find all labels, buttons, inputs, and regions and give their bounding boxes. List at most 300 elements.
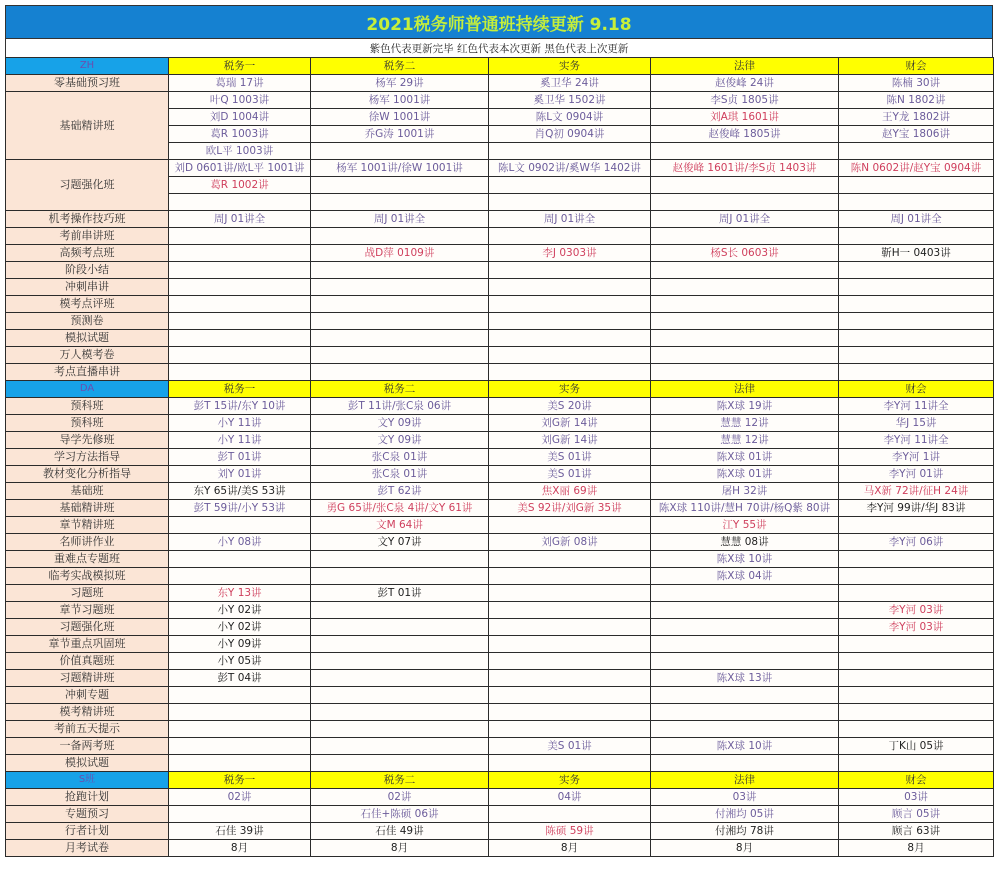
table-cell: 8月 [489,840,651,857]
table-cell: 华J 15讲 [839,415,994,432]
table-row [6,313,994,330]
row-label: 机考操作技巧班 [6,211,169,228]
table-cell [169,806,311,823]
table-cell [311,568,489,585]
column-header-5: 财会 [839,772,994,789]
table-cell [651,228,839,245]
table-cell: 陈X球 01讲 [651,466,839,483]
table-cell [311,619,489,636]
table-cell: 慧慧 12讲 [651,432,839,449]
table-cell: 赵Y宝 1806讲 [839,126,994,143]
table-cell [311,330,489,347]
row-label: 习题班 [6,585,169,602]
table-row [6,619,994,636]
table-row [6,585,994,602]
table-cell: 屠H 32讲 [651,483,839,500]
table-cell: 彭T 01讲 [311,585,489,602]
table-cell: 乔G涛 1001讲 [311,126,489,143]
table-cell [489,551,651,568]
table-cell: 周J 01讲全 [489,211,651,228]
table-cell: 李J 0303讲 [489,245,651,262]
row-label: 考前五天提示 [6,721,169,738]
table-cell: 石佳 39讲 [169,823,311,840]
table-cell [489,296,651,313]
table-cell [651,704,839,721]
table-row [6,245,994,262]
table-row [6,551,994,568]
table-row [6,330,994,347]
table-cell: 刘D 1004讲 [169,109,311,126]
table-cell: 刘G新 14讲 [489,415,651,432]
table-row [6,449,994,466]
table-cell: 文M 64讲 [311,517,489,534]
table-cell: 战D萍 0109讲 [311,245,489,262]
table-cell: 陈X球 10讲 [651,738,839,755]
table-row [6,160,994,177]
table-cell: 张C泉 01讲 [311,449,489,466]
table-cell: 文Y 09讲 [311,415,489,432]
row-label: 章节习题班 [6,602,169,619]
table-row [6,568,994,585]
table-cell: 文Y 07讲 [311,534,489,551]
table-cell [169,755,311,772]
table-cell: 美S 20讲 [489,398,651,415]
section-header-row [6,58,994,75]
table-cell: 杨军 29讲 [311,75,489,92]
color-legend: 紫色代表更新完毕 红色代表本次更新 黑色代表上次更新 [5,39,993,57]
table-cell [839,670,994,687]
table-row [6,228,994,245]
table-cell [839,704,994,721]
table-cell [489,619,651,636]
table-row [6,840,994,857]
table-cell [651,313,839,330]
table-cell: 彭T 62讲 [311,483,489,500]
table-cell: 美S 01讲 [489,449,651,466]
table-row [6,466,994,483]
row-label: 抢跑计划 [6,789,169,806]
table-cell: 02讲 [311,789,489,806]
table-cell [839,568,994,585]
table-row [6,806,994,823]
row-label: 冲刺专题 [6,687,169,704]
table-cell [839,262,994,279]
table-cell [489,670,651,687]
table-cell [489,721,651,738]
row-label: 习题精讲班 [6,670,169,687]
table-cell [169,296,311,313]
table-cell: 陈N 1802讲 [839,92,994,109]
table-cell: 彭T 59讲/小Y 53讲 [169,500,311,517]
table-cell [489,330,651,347]
table-cell [489,313,651,330]
column-header-1: 税务一 [169,381,311,398]
row-label: 冲刺串讲 [6,279,169,296]
table-cell [311,296,489,313]
row-label: 月考试卷 [6,840,169,857]
table-cell: 马X新 72讲/征H 24讲 [839,483,994,500]
table-cell [489,704,651,721]
table-cell [489,177,651,194]
table-cell: 刘Y 01讲 [169,466,311,483]
table-cell [489,653,651,670]
table-row [6,755,994,772]
table-cell [311,279,489,296]
row-label: 预测卷 [6,313,169,330]
column-header-1: 税务一 [169,772,311,789]
table-cell: 葛R 1003讲 [169,126,311,143]
row-label: 考前串讲班 [6,228,169,245]
table-cell [311,143,489,160]
table-cell [839,143,994,160]
row-label: 预科班 [6,398,169,415]
table-cell [651,143,839,160]
table-cell [651,602,839,619]
table-cell: 丁K山 05讲 [839,738,994,755]
table-cell: 奚卫华 1502讲 [489,92,651,109]
table-cell: 杨军 1001讲 [311,92,489,109]
table-row [6,364,994,381]
table-cell [651,585,839,602]
table-cell [311,687,489,704]
table-cell [839,296,994,313]
table-cell: 周J 01讲全 [839,211,994,228]
section-header-row [6,381,994,398]
table-cell: 李S贞 1805讲 [651,92,839,109]
table-row [6,75,994,92]
table-cell [839,228,994,245]
table-cell [839,551,994,568]
table-row [6,721,994,738]
table-cell [169,313,311,330]
table-cell [651,296,839,313]
table-cell [169,347,311,364]
table-cell: 葛R 1002讲 [169,177,311,194]
table-row [6,92,994,109]
schedule-table [5,57,994,857]
table-cell [169,262,311,279]
table-cell [489,228,651,245]
table-cell: 徐W 1001讲 [311,109,489,126]
table-cell: 小Y 09讲 [169,636,311,653]
table-cell: 杨S长 0603讲 [651,245,839,262]
column-header-4: 法律 [651,381,839,398]
row-label: 考点直播串讲 [6,364,169,381]
section-name: S班 [6,772,169,789]
spreadsheet [5,5,993,857]
table-cell [169,330,311,347]
table-cell [489,806,651,823]
table-cell: 小Y 11讲 [169,432,311,449]
table-cell [839,279,994,296]
table-cell: 李Y河 11讲全 [839,398,994,415]
table-cell: 赵俊峰 1805讲 [651,126,839,143]
table-cell [169,551,311,568]
table-row [6,296,994,313]
column-header-2: 税务二 [311,772,489,789]
table-cell [651,177,839,194]
table-row [6,483,994,500]
table-cell: 杨军 1001讲/徐W 1001讲 [311,160,489,177]
table-cell: 东Y 13讲 [169,585,311,602]
table-cell: 李Y河 01讲 [839,466,994,483]
table-cell: 小Y 08讲 [169,534,311,551]
table-row [6,500,994,517]
table-cell [169,568,311,585]
table-cell: 刘A琪 1601讲 [651,109,839,126]
table-cell: 陈N 0602讲/赵Y宝 0904讲 [839,160,994,177]
table-cell: 葛瑞 17讲 [169,75,311,92]
row-label: 基础精讲班 [6,500,169,517]
row-label: 基础班 [6,483,169,500]
table-cell: 彭T 11讲/张C泉 06讲 [311,398,489,415]
row-label: 模拟试题 [6,330,169,347]
table-cell: 陈X球 19讲 [651,398,839,415]
table-cell [651,279,839,296]
table-cell: 李Y河 03讲 [839,602,994,619]
table-row [6,704,994,721]
table-cell: 8月 [311,840,489,857]
table-cell: 焦X丽 69讲 [489,483,651,500]
row-label: 章节重点巩固班 [6,636,169,653]
table-cell [489,143,651,160]
table-cell: 陈X球 10讲 [651,551,839,568]
table-cell: 04讲 [489,789,651,806]
table-cell [839,330,994,347]
table-cell [489,279,651,296]
column-header-3: 实务 [489,381,651,398]
table-cell: 陈X球 13讲 [651,670,839,687]
table-cell: 付湘均 05讲 [651,806,839,823]
table-cell [169,738,311,755]
column-header-4: 法律 [651,772,839,789]
table-cell [489,347,651,364]
table-cell [311,551,489,568]
table-cell [169,279,311,296]
row-label: 临考实战模拟班 [6,568,169,585]
table-cell [651,262,839,279]
table-cell: 奚卫华 24讲 [489,75,651,92]
table-cell [311,670,489,687]
table-cell [839,517,994,534]
row-label: 预科班 [6,415,169,432]
table-cell [839,755,994,772]
table-cell: 刘G新 14讲 [489,432,651,449]
table-cell: 陈L文 0904讲 [489,109,651,126]
table-cell: 顾言 63讲 [839,823,994,840]
table-cell [489,755,651,772]
table-cell: 顾言 05讲 [839,806,994,823]
table-cell: 美S 92讲/刘G新 35讲 [489,500,651,517]
table-cell [839,721,994,738]
table-cell [311,721,489,738]
table-row [6,398,994,415]
table-cell: 小Y 11讲 [169,415,311,432]
section-name: DA [6,381,169,398]
table-cell [839,687,994,704]
table-row [6,347,994,364]
row-label: 习题强化班 [6,160,169,211]
table-cell [839,194,994,211]
table-cell [839,313,994,330]
table-row [6,262,994,279]
row-label: 模拟试题 [6,755,169,772]
column-header-4: 法律 [651,58,839,75]
table-cell [489,262,651,279]
table-cell [311,262,489,279]
table-cell: 肖Q初 0904讲 [489,126,651,143]
table-cell [311,755,489,772]
table-cell: 靳H一 0403讲 [839,245,994,262]
table-cell [839,585,994,602]
row-label: 高频考点班 [6,245,169,262]
table-cell [311,653,489,670]
table-cell [169,228,311,245]
table-row [6,602,994,619]
table-cell: 李Y河 1讲 [839,449,994,466]
table-cell: 陈楠 30讲 [839,75,994,92]
table-cell [489,585,651,602]
table-cell: 勇G 65讲/张C泉 4讲/文Y 61讲 [311,500,489,517]
row-label: 学习方法指导 [6,449,169,466]
table-cell: 陈X球 04讲 [651,568,839,585]
table-cell: 慧慧 12讲 [651,415,839,432]
row-label: 阶段小结 [6,262,169,279]
table-cell: 美S 01讲 [489,738,651,755]
table-cell: 王Y龙 1802讲 [839,109,994,126]
table-cell: 李Y河 99讲/华J 83讲 [839,500,994,517]
table-cell [311,364,489,381]
table-cell [651,194,839,211]
table-cell: 欧L平 1003讲 [169,143,311,160]
table-cell: 周J 01讲全 [169,211,311,228]
table-cell: 江Y 55讲 [651,517,839,534]
row-label: 习题强化班 [6,619,169,636]
table-cell: 陈L文 0902讲/奚W华 1402讲 [489,160,651,177]
table-cell: 赵俊峰 1601讲/李S贞 1403讲 [651,160,839,177]
table-cell [489,364,651,381]
table-cell: 赵俊峰 24讲 [651,75,839,92]
table-cell [489,517,651,534]
table-cell [311,313,489,330]
row-label: 教材变化分析指导 [6,466,169,483]
table-cell [839,636,994,653]
table-cell [651,636,839,653]
row-label: 万人模考卷 [6,347,169,364]
table-cell [169,704,311,721]
table-row [6,653,994,670]
table-cell: 刘G新 08讲 [489,534,651,551]
table-row [6,211,994,228]
table-cell: 周J 01讲全 [311,211,489,228]
row-label: 导学先修班 [6,432,169,449]
table-cell: 慧慧 08讲 [651,534,839,551]
table-cell [169,721,311,738]
table-cell [839,364,994,381]
table-row [6,534,994,551]
table-cell: 李Y河 06讲 [839,534,994,551]
table-cell [489,636,651,653]
table-cell: 石佳+陈硕 06讲 [311,806,489,823]
row-label: 专题预习 [6,806,169,823]
row-label: 名师讲作业 [6,534,169,551]
table-cell [651,364,839,381]
table-row [6,432,994,449]
table-row [6,636,994,653]
table-cell: 彭T 04讲 [169,670,311,687]
section-header-row [6,772,994,789]
table-cell [651,721,839,738]
table-row [6,789,994,806]
table-cell: 小Y 05讲 [169,653,311,670]
row-label: 价值真题班 [6,653,169,670]
table-cell: 03讲 [651,789,839,806]
table-row [6,823,994,840]
column-header-3: 实务 [489,58,651,75]
table-row [6,670,994,687]
column-header-2: 税务二 [311,58,489,75]
table-cell [651,619,839,636]
row-label: 行者计划 [6,823,169,840]
table-cell: 8月 [839,840,994,857]
table-cell: 石佳 49讲 [311,823,489,840]
table-row [6,687,994,704]
table-cell: 李Y河 03讲 [839,619,994,636]
table-cell [311,704,489,721]
table-cell [311,636,489,653]
table-cell [311,228,489,245]
table-cell [651,755,839,772]
table-cell [169,245,311,262]
table-cell [651,330,839,347]
column-header-3: 实务 [489,772,651,789]
table-cell: 文Y 09讲 [311,432,489,449]
table-cell: 彭T 15讲/东Y 10讲 [169,398,311,415]
row-label: 重难点专题班 [6,551,169,568]
table-cell [489,194,651,211]
table-cell: 叶Q 1003讲 [169,92,311,109]
row-label: 基础精讲班 [6,92,169,160]
column-header-5: 财会 [839,381,994,398]
table-cell [311,602,489,619]
table-cell [169,687,311,704]
column-header-5: 财会 [839,58,994,75]
table-cell: 东Y 65讲/美S 53讲 [169,483,311,500]
table-cell: 02讲 [169,789,311,806]
row-label: 模考点评班 [6,296,169,313]
row-label: 章节精讲班 [6,517,169,534]
row-label: 一备两考班 [6,738,169,755]
table-cell: 张C泉 01讲 [311,466,489,483]
table-cell: 周J 01讲全 [651,211,839,228]
sheet-title: 2021税务师普通班持续更新 9.18 [5,5,993,39]
table-row [6,738,994,755]
row-label: 零基础预习班 [6,75,169,92]
table-cell: 03讲 [839,789,994,806]
table-cell: 8月 [169,840,311,857]
table-cell [169,364,311,381]
table-cell: 8月 [651,840,839,857]
table-cell [839,177,994,194]
section-name: ZH [6,58,169,75]
table-cell: 付湘均 78讲 [651,823,839,840]
table-cell: 刘D 0601讲/欧L平 1001讲 [169,160,311,177]
table-cell: 陈硕 59讲 [489,823,651,840]
table-cell [839,653,994,670]
table-cell [489,602,651,619]
table-cell [311,194,489,211]
column-header-2: 税务二 [311,381,489,398]
